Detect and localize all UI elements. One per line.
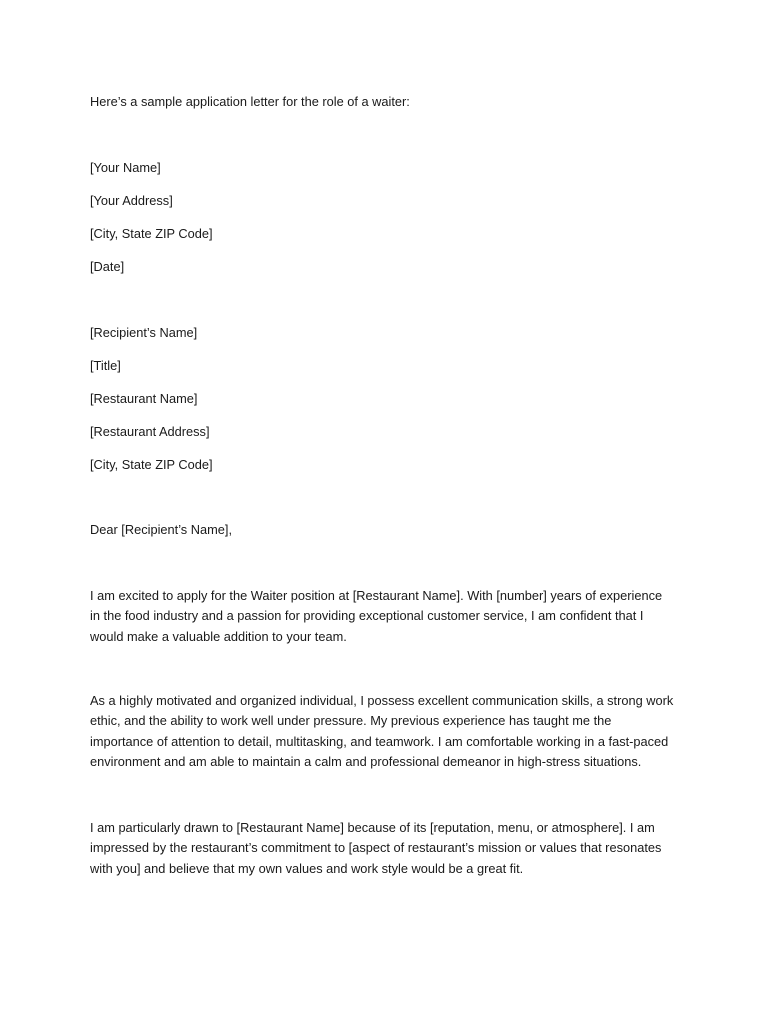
paragraph-line: in the food industry and a passion for providing exceptional customer service, I am confident that I (90, 608, 644, 624)
paragraph-line: impressed by the restaurant’s commitment to [aspect of restaurant’s mission or values that resonates (90, 840, 662, 856)
recipient-name: [Recipient’s Name] (90, 325, 198, 340)
sender-city-state-zip: [City, State ZIP Code] (90, 226, 213, 241)
paragraph-line: As a highly motivated and organized individual, I possess excellent communication skills, a strong work (90, 693, 674, 708)
sender-name: [Your Name] (90, 160, 161, 175)
paragraph-line: would make a valuable addition to your team. (90, 628, 347, 644)
paragraph-line: I am excited to apply for the Waiter position at [Restaurant Name]. With [number] years of experience (90, 588, 663, 603)
salutation: Dear [Recipient’s Name], (90, 522, 233, 537)
paragraph-line: environment and am able to maintain a calm and professional demeanor in high-stress situations. (90, 753, 642, 769)
paragraph-line: importance of attention to detail, multitasking, and teamwork. I am comfortable working in a fast-paced (90, 733, 669, 749)
recipient-title: [Title] (90, 358, 121, 373)
sender-address: [Your Address] (90, 193, 173, 208)
body-paragraph-3 (90, 818, 690, 879)
recipient-city-state-zip: [City, State ZIP Code] (90, 457, 213, 472)
intro-text: Here’s a sample application letter for the role of a waiter: (90, 94, 410, 109)
paragraph-line: ethic, and the ability to work well under pressure. My previous experience has taught me the (90, 713, 612, 729)
recipient-restaurant-address: [Restaurant Address] (90, 424, 210, 439)
body-paragraph-1 (90, 586, 690, 647)
paragraph-line: with you] and believe that my own values and work style would be a great fit. (90, 860, 524, 876)
paragraph-line: I am particularly drawn to [Restaurant Name] because of its [reputation, menu, or atmosphere]. I am (90, 820, 655, 835)
recipient-restaurant-name: [Restaurant Name] (90, 391, 198, 406)
sender-date: [Date] (90, 259, 125, 274)
body-paragraph-2 (90, 691, 690, 772)
